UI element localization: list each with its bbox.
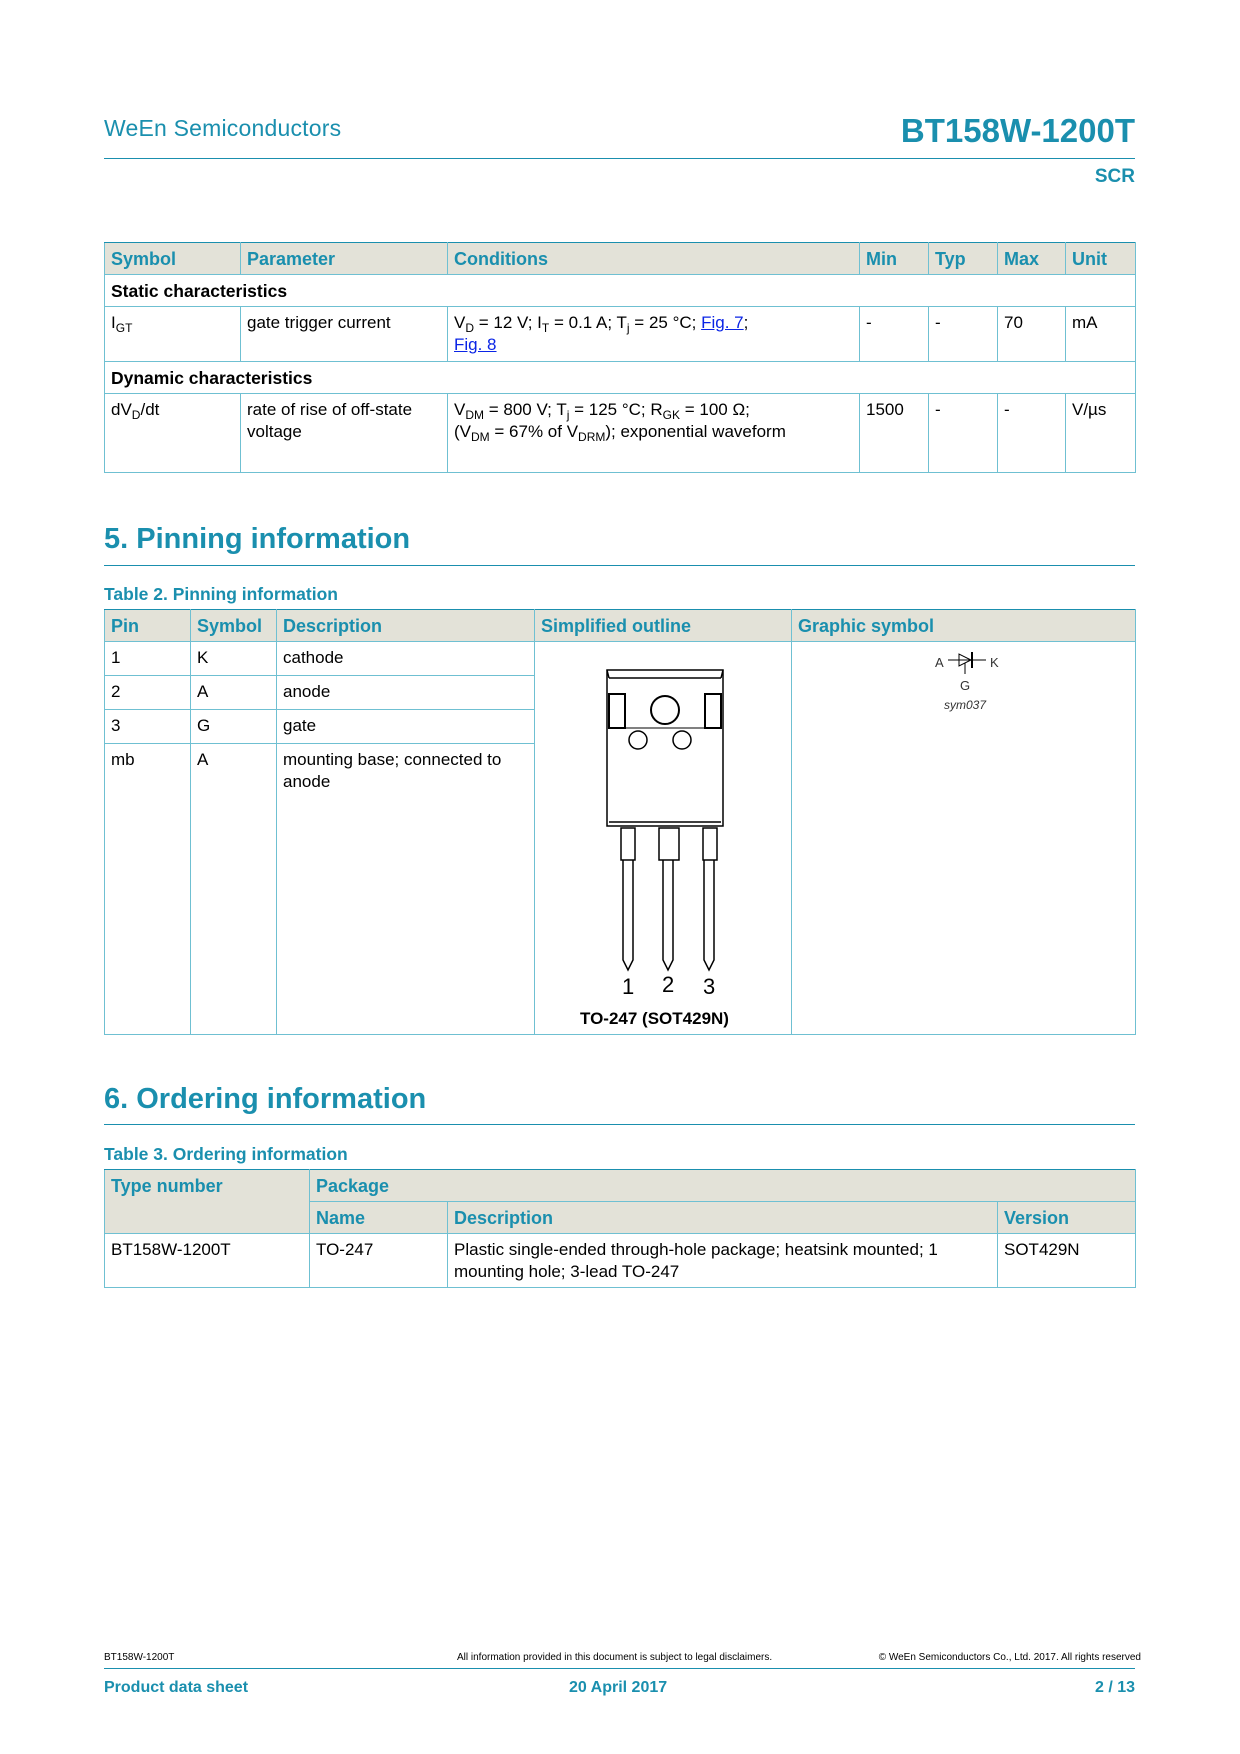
- pin-cell: 3: [105, 710, 191, 744]
- doc-type-label: SCR: [1094, 166, 1135, 187]
- cond-text: ;: [743, 313, 749, 332]
- description-cell: anode: [277, 676, 535, 710]
- description-cell: mounting base; connected to anode: [277, 744, 535, 1035]
- typ-cell: -: [929, 394, 998, 473]
- pin-label-2: 2: [662, 972, 675, 997]
- pin-label-3: 3: [703, 974, 716, 999]
- table-caption-pinning: Table 2. Pinning information: [104, 584, 338, 604]
- footer-rule: [104, 1668, 1135, 1669]
- outline-figure: [535, 642, 792, 1034]
- scr-symbol: [932, 650, 1012, 720]
- graphic-symbol-cell: [792, 642, 1136, 1035]
- table-row: [105, 307, 1136, 362]
- parameter-cell: gate trigger current: [241, 307, 448, 362]
- conditions-cell: [448, 394, 860, 473]
- brand-name: WeEn Semiconductors: [104, 115, 342, 141]
- footer-copyright: © WeEn Semiconductors Co., Ltd. 2017. All rights reserved: [878, 1652, 1141, 1663]
- cond-sub: j: [566, 408, 570, 422]
- symbol-text: I: [111, 313, 116, 332]
- parameter-cell: rate of rise of off-state voltage: [241, 394, 448, 473]
- col-header-symbol: Symbol: [105, 243, 241, 275]
- type-number-cell: BT158W-1200T: [105, 1234, 310, 1288]
- cond-text: = 100 Ω;: [680, 400, 750, 419]
- table-header-row: [105, 610, 1136, 642]
- fig8-link[interactable]: Fig. 8: [454, 335, 497, 354]
- min-cell: 1500: [860, 394, 929, 473]
- col-header-type-number: Type number: [105, 1170, 310, 1234]
- cond-sub: T: [541, 321, 550, 335]
- col-header-description: Description: [277, 610, 535, 642]
- outline-cell: [535, 642, 792, 1035]
- pinning-table: [104, 609, 1136, 1035]
- table-row: [105, 642, 1136, 676]
- col-header-package: Package: [310, 1170, 1136, 1202]
- pin-cell: 2: [105, 676, 191, 710]
- cond-text: = 0.1 A; T: [549, 313, 627, 332]
- symbol-subscript: D: [131, 408, 141, 422]
- cond-text: V: [454, 313, 466, 332]
- cond-sub: DM: [465, 408, 485, 422]
- col-header-typ: Typ: [929, 243, 998, 275]
- cond-sub: j: [626, 321, 630, 335]
- cond-text: ); exponential waveform: [605, 422, 786, 441]
- section-rule: [104, 1124, 1135, 1125]
- pin-cell: 1: [105, 642, 191, 676]
- footer-disclaimer: All information provided in this document is subject to legal disclaimers.: [457, 1652, 773, 1663]
- fig7-link[interactable]: Fig. 7: [701, 313, 744, 332]
- col-header-min: Min: [860, 243, 929, 275]
- anode-label: A: [935, 655, 944, 670]
- table-row: [105, 1234, 1136, 1288]
- package-description-cell: Plastic single-ended through-hole package; heatsink mounted; 1 mounting hole; 3-lead TO-247: [448, 1234, 998, 1288]
- symbol-ref: sym037: [944, 698, 987, 712]
- col-header-version: Version: [998, 1202, 1136, 1234]
- col-header-graphic-symbol: Graphic symbol: [792, 610, 1136, 642]
- typ-cell: -: [929, 307, 998, 362]
- cond-text: = 125 °C; R: [569, 400, 663, 419]
- table-header-row: [105, 243, 1136, 275]
- section-row-dynamic: [105, 362, 1136, 394]
- unit-cell: V/µs: [1066, 394, 1136, 473]
- cond-sub: GK: [662, 408, 680, 422]
- symbol-cell: G: [191, 710, 277, 744]
- cond-sub: DRM: [578, 430, 606, 444]
- symbol-text: /dt: [140, 400, 160, 419]
- cond-sub: DM: [471, 430, 490, 444]
- characteristics-table: [104, 242, 1136, 473]
- footer-doc-id: BT158W-1200T: [104, 1652, 175, 1663]
- gate-label: G: [960, 678, 971, 693]
- product-title: BT158W-1200T: [900, 112, 1135, 149]
- package-name-cell: TO-247: [310, 1234, 448, 1288]
- package-label: TO-247 (SOT429N): [580, 1009, 729, 1028]
- package-version-cell: SOT429N: [998, 1234, 1136, 1288]
- col-header-name: Name: [310, 1202, 448, 1234]
- col-header-outline: Simplified outline: [535, 610, 792, 642]
- symbol-cell: [105, 307, 241, 362]
- section-title: Dynamic characteristics: [105, 362, 1136, 394]
- cond-text: (V: [454, 422, 471, 441]
- cond-text: V: [454, 400, 466, 419]
- cathode-label: K: [990, 655, 999, 670]
- section-title: Static characteristics: [105, 275, 1136, 307]
- symbol-text: dV: [111, 400, 132, 419]
- max-cell: -: [998, 394, 1066, 473]
- section-title-ordering: 6. Ordering information: [104, 1083, 427, 1115]
- header-rule: [104, 158, 1135, 159]
- symbol-cell: A: [191, 744, 277, 1035]
- symbol-cell: K: [191, 642, 277, 676]
- description-cell: gate: [277, 710, 535, 744]
- col-header-symbol: Symbol: [191, 610, 277, 642]
- pin-label-1: 1: [622, 974, 635, 999]
- ordering-table: [104, 1169, 1136, 1288]
- cond-text: = 800 V; T: [484, 400, 567, 419]
- col-header-description: Description: [448, 1202, 998, 1234]
- inner-divider: [791, 674, 792, 742]
- cond-text: = 25 °C;: [629, 313, 702, 332]
- footer-date: 20 April 2017: [569, 1679, 668, 1696]
- scr-symbol-icon: [932, 650, 1012, 690]
- cond-text: = 12 V; I: [474, 313, 542, 332]
- unit-cell: mA: [1066, 307, 1136, 362]
- col-header-max: Max: [998, 243, 1066, 275]
- section-rule: [104, 565, 1135, 566]
- conditions-cell: [448, 307, 860, 362]
- col-header-pin: Pin: [105, 610, 191, 642]
- section-row-static: [105, 275, 1136, 307]
- symbol-cell: A: [191, 676, 277, 710]
- col-header-parameter: Parameter: [241, 243, 448, 275]
- section-title-pinning: 5. Pinning information: [104, 523, 411, 555]
- cond-text: = 67% of V: [489, 422, 579, 441]
- symbol-subscript: GT: [115, 321, 133, 335]
- footer-doc-kind: Product data sheet: [104, 1679, 249, 1696]
- table-caption-ordering: Table 3. Ordering information: [104, 1144, 348, 1164]
- footer-page-number: 2 / 13: [1094, 1679, 1135, 1696]
- pin-cell: mb: [105, 744, 191, 1035]
- table-header-row: [105, 1170, 1136, 1202]
- description-cell: cathode: [277, 642, 535, 676]
- symbol-cell: [105, 394, 241, 473]
- table-row: [105, 394, 1136, 473]
- max-cell: 70: [998, 307, 1066, 362]
- min-cell: -: [860, 307, 929, 362]
- col-header-unit: Unit: [1066, 243, 1136, 275]
- cond-sub: D: [465, 321, 475, 335]
- col-header-conditions: Conditions: [448, 243, 860, 275]
